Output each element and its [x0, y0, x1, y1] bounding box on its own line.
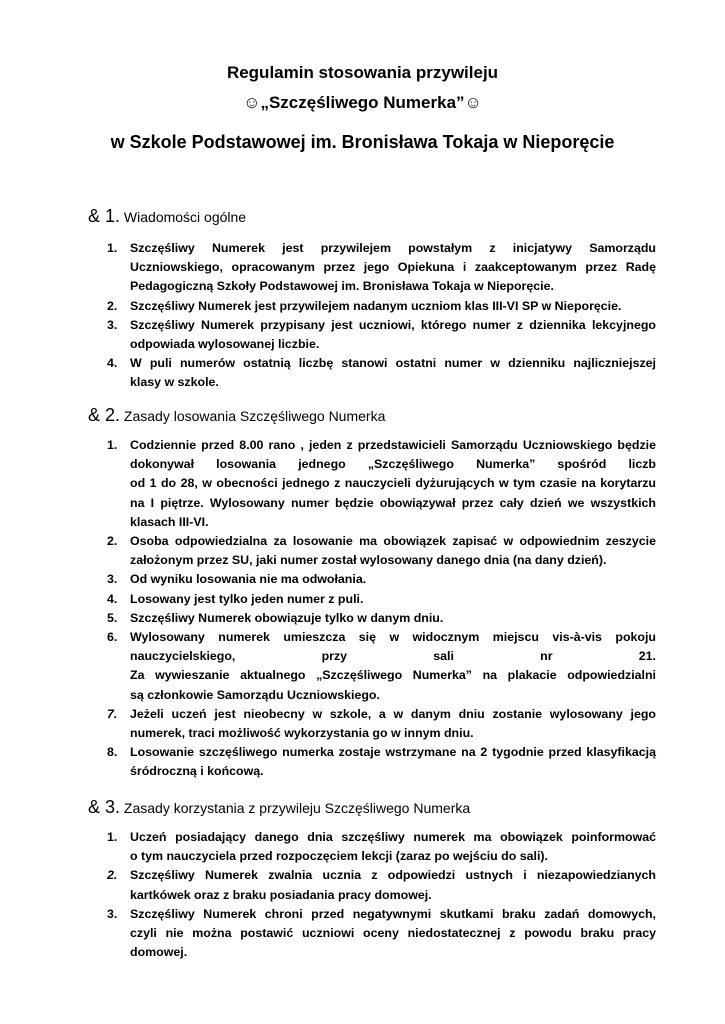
list-item-number: 3. [107, 572, 118, 587]
list-item-number: 8. [107, 745, 118, 760]
title-line-2: ☺„Szczęśliwego Numerka”☺ [243, 93, 482, 112]
list-item-text [130, 532, 656, 570]
text-line: Losowanie szczęśliwego numerka zostaje wstrzymane na 2 tygodnie przed klasyfikacją [130, 745, 656, 760]
text-line: W puli numerów ostatnią liczbę stanowi ostatni numer w dzienniku najliczniejszej [130, 356, 656, 371]
list-item-number: 5. [107, 610, 118, 625]
text-line: nauczycielskiego, przy sali nr 21. [130, 649, 656, 664]
list-item [107, 905, 656, 963]
list-item-number: 4. [107, 591, 118, 606]
text-line: na I piętrze. Wylosowany numer będzie obowiązywał przez cały dzień we wszystkich [130, 495, 656, 510]
list-item-text [130, 436, 656, 532]
list-item-number: 7. [107, 706, 118, 721]
list-item-text [130, 239, 656, 297]
section-3-list [107, 828, 656, 962]
list-item-text [130, 316, 656, 354]
list-item [107, 239, 656, 297]
text-line: klasy w szkole. [130, 375, 219, 390]
text-line: o tym nauczyciela przed rozpoczęciem lekcji (zaraz po wejściu do sali). [130, 849, 548, 864]
section-3-heading [88, 797, 470, 818]
list-item [107, 628, 656, 705]
text-line: śródroczną i końcową. [130, 764, 264, 779]
list-item [107, 866, 656, 904]
text-line: Szczęśliwy Numerek obowiązuje tylko w danym dniu. [130, 610, 444, 625]
text-line: Szczęśliwy Numerek zwalnia ucznia z odpowiedzi ustnych i niezapowiedzianych [130, 868, 656, 883]
text-line: Szczęśliwy Numerek przypisany jest uczniowi, którego numer z dziennika lekcyjnego [130, 317, 656, 332]
list-item-number: 3. [107, 317, 118, 332]
list-item [107, 354, 656, 392]
section-number: & 1. [88, 206, 121, 226]
text-line: Szczęśliwy Numerek chroni przed negatywnymi skutkami braku zadań domowych, [130, 906, 656, 921]
text-line: dokonywał losowania jednego „Szczęśliwego Numerka” spośród liczb [130, 457, 656, 472]
list-item-text [130, 297, 656, 316]
text-line: Uczniowskiego, opracowanym przez jego Opiekuna i zaakceptowanym przez Radę [130, 260, 656, 275]
section-number: & 2. [88, 405, 121, 425]
text-line: czyli nie można postawić uczniowi oceny niedostatecznej z powodu braku pracy [130, 926, 656, 941]
list-item [107, 609, 656, 628]
text-line: Od wyniku losowania nie ma odwołania. [130, 572, 367, 587]
list-item [107, 705, 656, 743]
section-title: Wiadomości ogólne [123, 209, 247, 225]
text-line: domowej. [130, 945, 188, 960]
text-line: klasach III-VI. [130, 514, 209, 529]
list-item-text [130, 905, 656, 963]
list-item [107, 828, 656, 866]
list-item-number: 1. [107, 830, 118, 844]
section-2-heading [88, 405, 385, 426]
list-item-text [130, 743, 656, 781]
text-line: kartkówek oraz z braku posiadania pracy domowej. [130, 887, 432, 902]
text-line: Szczęśliwy Numerek jest przywilejem powstałym z inicjatywy Samorządu [130, 241, 656, 255]
text-line: Wylosowany numerek umieszcza się w widocznym miejscu vis-à-vis pokoju [130, 630, 656, 645]
section-title: Zasady losowania Szczęśliwego Numerka [123, 408, 386, 424]
section-1-list [107, 239, 656, 393]
list-item [107, 316, 656, 354]
list-item-text [130, 828, 656, 866]
list-item [107, 297, 656, 316]
list-item-number: 6. [107, 630, 118, 645]
list-item [107, 436, 656, 532]
text-line: Codziennie przed 8.00 rano , jeden z przedstawicieli Samorządu Uczniowskiego będzie [130, 438, 656, 452]
text-line: Pedagogiczną Szkoły Podstawowej im. Bronisława Tokaja w Nieporęcie. [130, 279, 554, 294]
title-line-3: w Szkole Podstawowej im. Bronisława Tokaja w Nieporęcie [110, 132, 615, 152]
list-item-text [130, 866, 656, 904]
section-title: Zasady korzystania z przywileju Szczęśliwego Numerka [123, 800, 471, 816]
list-item-number: 1. [107, 438, 118, 452]
list-item-text [130, 570, 656, 589]
list-item-number: 4. [107, 356, 118, 371]
list-item-number: 2. [107, 868, 118, 883]
section-2-list [107, 436, 656, 782]
list-item-number: 3. [107, 906, 118, 921]
text-line: są członkowie Samorządu Uczniowskiego. [130, 687, 380, 702]
list-item-text [130, 705, 656, 743]
list-item-number: 1. [107, 241, 118, 255]
text-line: założonym przez SU, jaki numer został wylosowany danego dnia (na dany dzień). [130, 553, 607, 568]
text-line: od 1 do 28, w obecności jednego z nauczycieli dyżurujących w tym czasie na korytarzu [130, 476, 656, 491]
list-item-number: 2. [107, 534, 118, 549]
section-number: & 3. [88, 797, 121, 817]
list-item-number: 2. [107, 298, 118, 313]
text-line: Szczęśliwy Numerek jest przywilejem nadanym uczniom klas III-VI SP w Nieporęcie. [130, 298, 622, 313]
section-1-heading [88, 206, 246, 227]
text-line: odpowiada wylosowanej liczbie. [130, 337, 320, 352]
text-line: Osoba odpowiedzialna za losowanie ma obowiązek zapisać w odpowiednim zeszycie [130, 534, 656, 549]
list-item [107, 590, 656, 609]
list-item [107, 532, 656, 570]
text-line: Jeżeli uczeń jest nieobecny w szkole, a w danym dniu zostanie wylosowany jego [130, 706, 656, 721]
text-line: numerek, traci możliwość wykorzystania go w innym dniu. [130, 726, 474, 741]
list-item-text [130, 354, 656, 392]
list-item [107, 570, 656, 589]
list-item-text [130, 609, 656, 628]
text-line: Losowany jest tylko jeden numer z puli. [130, 591, 364, 606]
list-item-text [130, 590, 656, 609]
title-line-1: Regulamin stosowania przywileju [226, 63, 499, 82]
list-item [107, 743, 656, 781]
text-line: Uczeń posiadający danego dnia szczęśliwy numerek ma obowiązek poinformować [130, 830, 656, 844]
text-line: Za wywieszanie aktualnego „Szczęśliwego Numerka” na plakacie odpowiedzialni [130, 668, 656, 683]
list-item-text [130, 628, 656, 705]
